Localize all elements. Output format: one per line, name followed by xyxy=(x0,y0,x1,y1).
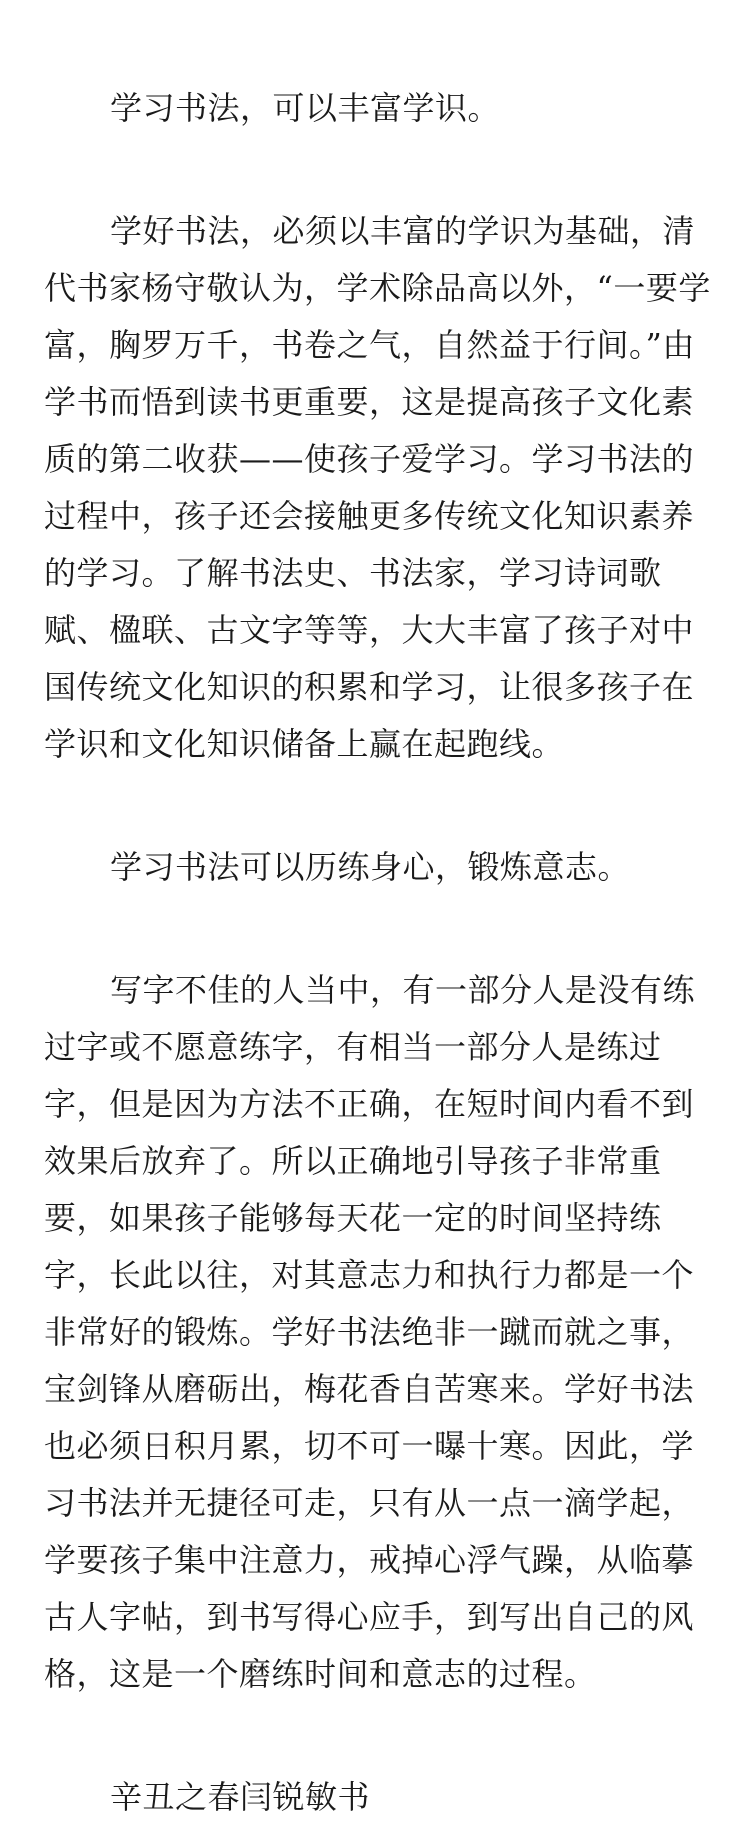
text-line: 学书而悟到读书更重要，这是提高孩子文化素 xyxy=(44,383,695,421)
text-line: 富，胸罗万千，书卷之气，自然益于行间。”由 xyxy=(44,326,695,364)
text-line: 效果后放弃了。所以正确地引导孩子非常重 xyxy=(44,1142,662,1180)
paragraph-gap xyxy=(44,896,706,962)
text-line: 习书法并无捷径可走，只有从一点一滴学起， xyxy=(44,1484,695,1522)
text-line: 要，如果孩子能够每天花一定的时间坚持练 xyxy=(44,1199,662,1237)
paragraph-gap xyxy=(44,1703,706,1769)
signature xyxy=(44,1769,706,1826)
paragraph-body-1 xyxy=(44,203,711,773)
text-line: 学习书法，可以丰富学识。 xyxy=(110,89,501,127)
text-line: 的学习。了解书法史、书法家，学习诗词歌 xyxy=(44,554,662,592)
text-line: 写字不佳的人当中，有一部分人是没有练 xyxy=(110,971,696,1009)
text-line: 学识和文化知识储备上赢在起跑线。 xyxy=(44,725,565,763)
text-line: 字，但是因为方法不正确，在短时间内看不到 xyxy=(44,1085,695,1123)
paragraph-body-2 xyxy=(44,962,706,1703)
text-line: 格，这是一个磨练时间和意志的过程。 xyxy=(44,1655,597,1693)
paragraph-gap xyxy=(44,137,706,203)
text-line: 赋、楹联、古文字等等，大大丰富了孩子对中 xyxy=(44,611,695,649)
text-line: 学习书法可以历练身心，锻炼意志。 xyxy=(110,848,631,886)
text-line: 字，长此以往，对其意志力和执行力都是一个 xyxy=(44,1256,695,1294)
text-line: 非常好的锻炼。学好书法绝非一蹴而就之事， xyxy=(44,1313,695,1351)
text-line: 过程中，孩子还会接触更多传统文化知识素养 xyxy=(44,497,695,535)
text-line: 古人字帖，到书写得心应手，到写出自己的风 xyxy=(44,1598,695,1636)
text-line: 代书家杨守敬认为，学术除品高以外，“一要学 xyxy=(44,269,711,307)
paragraph-heading-1 xyxy=(44,80,706,137)
text-line: 学好书法，必须以丰富的学识为基础，清 xyxy=(110,212,696,250)
text-line: 国传统文化知识的积累和学习，让很多孩子在 xyxy=(44,668,695,706)
text-line: 学要孩子集中注意力，戒掉心浮气躁，从临摹 xyxy=(44,1541,695,1579)
text-line: 宝剑锋从磨砺出，梅花香自苦寒来。学好书法 xyxy=(44,1370,695,1408)
paragraph-gap xyxy=(44,773,706,839)
text-line: 质的第二收获——使孩子爱学习。学习书法的 xyxy=(44,440,695,478)
text-line: 过字或不愿意练字，有相当一部分人是练过 xyxy=(44,1028,662,1066)
paragraph-heading-2 xyxy=(44,839,706,896)
text-line: 也必须日积月累，切不可一曝十寒。因此，学 xyxy=(44,1427,695,1465)
signature-line: 辛丑之春闫锐敏书 xyxy=(110,1778,371,1816)
